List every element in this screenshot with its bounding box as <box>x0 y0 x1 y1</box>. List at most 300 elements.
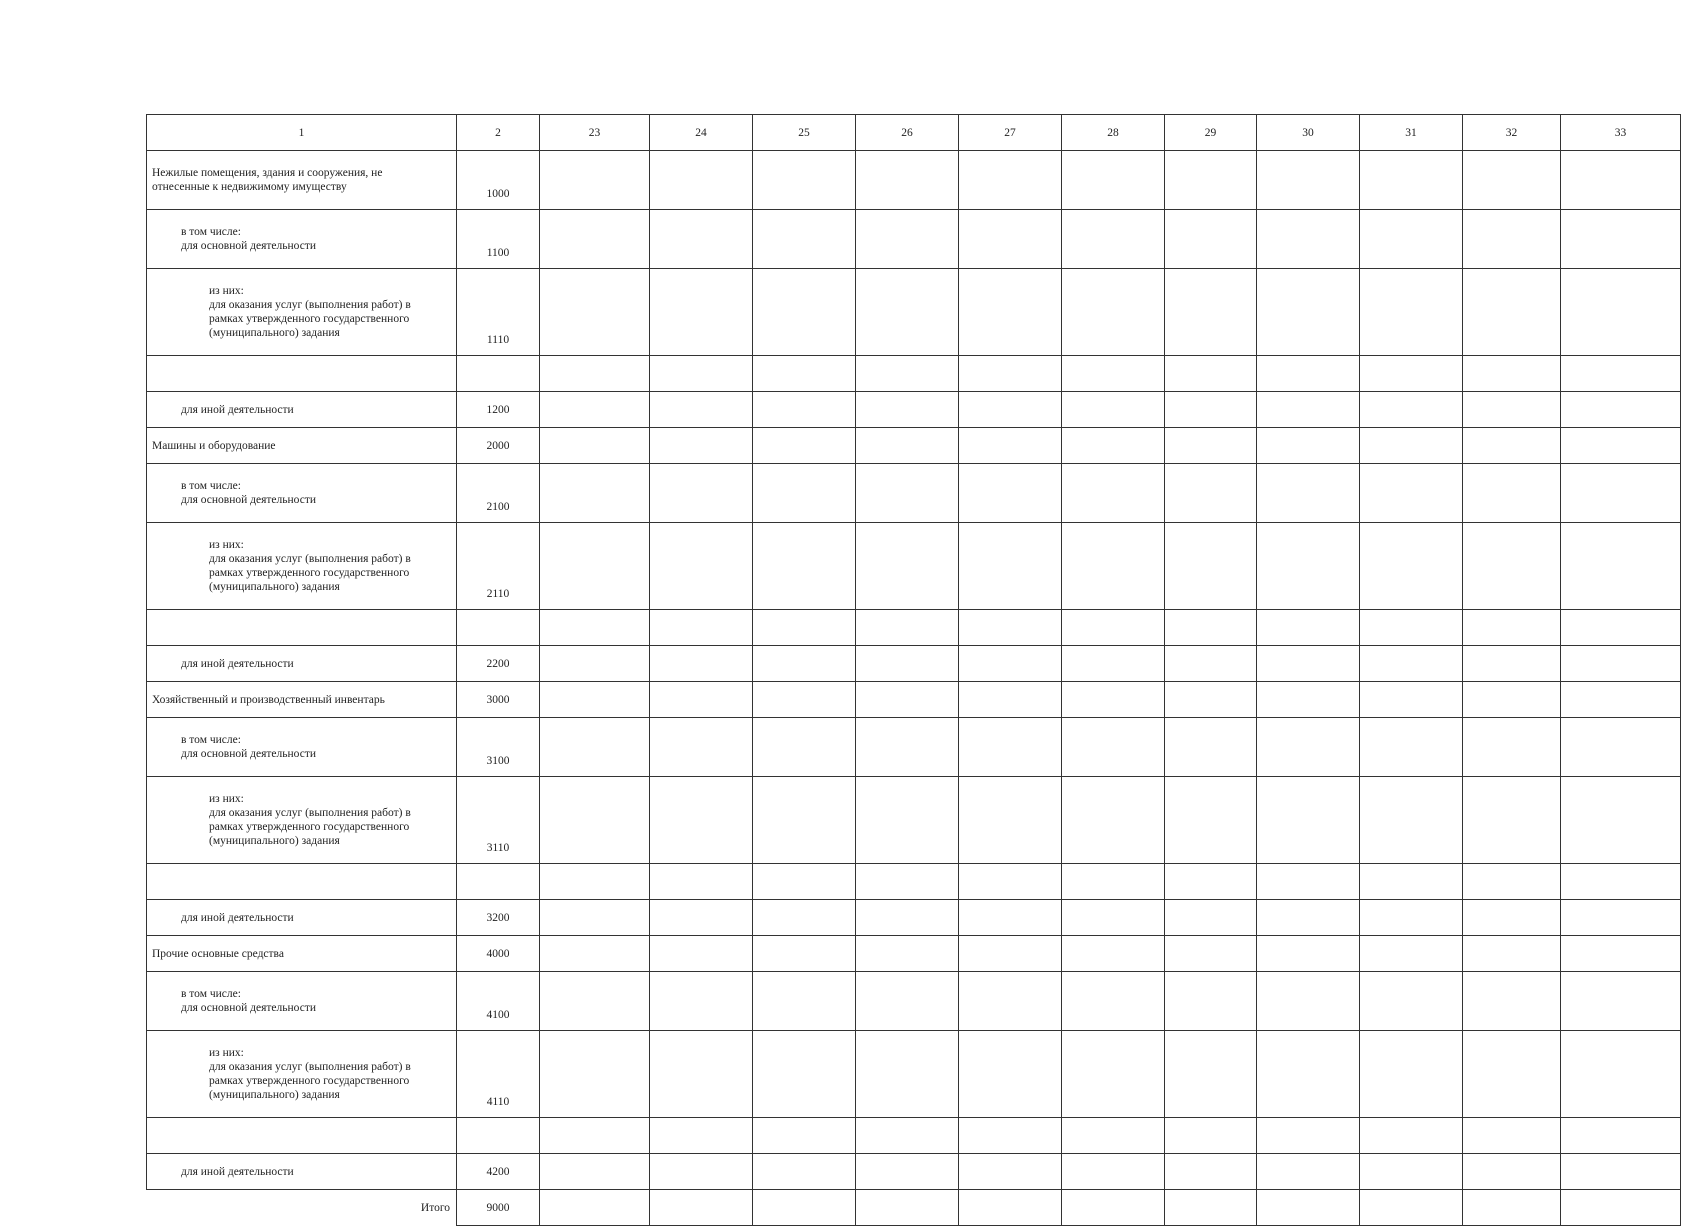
value-cell[interactable] <box>1257 1031 1360 1118</box>
row-code: 2000 <box>457 428 540 464</box>
value-cell[interactable] <box>1561 646 1681 682</box>
value-cell[interactable] <box>1360 682 1463 718</box>
value-cell[interactable] <box>753 718 856 777</box>
value-cell[interactable] <box>1463 392 1561 428</box>
value-cell[interactable] <box>1463 1031 1561 1118</box>
value-cell[interactable] <box>856 428 959 464</box>
value-cell[interactable] <box>1463 523 1561 610</box>
value-cell[interactable] <box>650 428 753 464</box>
value-cell[interactable] <box>540 210 650 269</box>
row-label: Нежилые помещения, здания и сооружения, не отнесенные к недвижимому имуществу <box>147 151 457 210</box>
value-cell[interactable] <box>1561 356 1681 392</box>
value-cell[interactable] <box>1561 428 1681 464</box>
value-cell[interactable] <box>1062 864 1165 900</box>
row-code: 4100 <box>457 972 540 1031</box>
table-row <box>147 646 1681 682</box>
value-cell[interactable] <box>1062 356 1165 392</box>
value-cell[interactable] <box>1257 392 1360 428</box>
value-cell[interactable] <box>1165 1154 1257 1190</box>
value-cell[interactable] <box>1257 1154 1360 1190</box>
value-cell[interactable] <box>650 777 753 864</box>
col-header: 1 <box>147 115 457 151</box>
value-cell[interactable] <box>1257 356 1360 392</box>
value-cell[interactable] <box>856 523 959 610</box>
value-cell[interactable] <box>1165 936 1257 972</box>
value-cell[interactable] <box>753 210 856 269</box>
value-cell[interactable] <box>650 210 753 269</box>
value-cell[interactable] <box>1463 1154 1561 1190</box>
value-cell[interactable] <box>1257 210 1360 269</box>
row-label: из них: для оказания услуг (выполнения работ) в рамках утвержденного государственного (муниципального) задания <box>147 523 457 610</box>
col-header: 27 <box>959 115 1062 151</box>
value-cell[interactable] <box>1360 646 1463 682</box>
value-cell[interactable] <box>1360 269 1463 356</box>
row-code <box>457 1118 540 1154</box>
value-cell[interactable] <box>856 464 959 523</box>
value-cell[interactable] <box>1257 646 1360 682</box>
value-cell[interactable] <box>540 718 650 777</box>
value-cell[interactable] <box>650 610 753 646</box>
value-cell[interactable] <box>1561 1154 1681 1190</box>
table-row <box>147 718 1681 777</box>
value-cell[interactable] <box>753 1154 856 1190</box>
value-cell[interactable] <box>650 864 753 900</box>
value-cell[interactable] <box>959 864 1062 900</box>
value-cell[interactable] <box>1360 523 1463 610</box>
col-header: 33 <box>1561 115 1681 151</box>
value-cell[interactable] <box>1257 610 1360 646</box>
value-cell[interactable] <box>1561 523 1681 610</box>
value-cell[interactable] <box>540 1118 650 1154</box>
value-cell[interactable] <box>856 864 959 900</box>
value-cell[interactable] <box>1360 151 1463 210</box>
value-cell[interactable] <box>1165 523 1257 610</box>
value-cell[interactable] <box>650 936 753 972</box>
value-cell[interactable] <box>540 646 650 682</box>
value-cell[interactable] <box>1062 269 1165 356</box>
value-cell[interactable] <box>753 864 856 900</box>
value-cell[interactable] <box>753 464 856 523</box>
value-cell[interactable] <box>650 1154 753 1190</box>
row-label: для иной деятельности <box>147 1154 457 1190</box>
value-cell[interactable] <box>753 777 856 864</box>
value-cell[interactable] <box>1561 864 1681 900</box>
value-cell[interactable] <box>1165 718 1257 777</box>
value-cell[interactable] <box>753 646 856 682</box>
total-code: 9000 <box>457 1190 540 1226</box>
value-cell[interactable] <box>856 269 959 356</box>
row-label: в том числе: для основной деятельности <box>147 210 457 269</box>
row-code: 3000 <box>457 682 540 718</box>
row-code: 1110 <box>457 269 540 356</box>
value-cell[interactable] <box>650 718 753 777</box>
value-cell[interactable] <box>753 610 856 646</box>
value-cell[interactable] <box>1165 777 1257 864</box>
value-cell[interactable] <box>650 900 753 936</box>
value-cell[interactable] <box>959 1118 1062 1154</box>
value-cell[interactable] <box>650 646 753 682</box>
value-cell[interactable] <box>753 682 856 718</box>
value-cell[interactable] <box>650 392 753 428</box>
value-cell[interactable] <box>1360 356 1463 392</box>
value-cell[interactable] <box>1165 269 1257 356</box>
total-value-cell[interactable] <box>650 1190 753 1226</box>
value-cell[interactable] <box>1561 269 1681 356</box>
value-cell[interactable] <box>540 523 650 610</box>
value-cell[interactable] <box>1062 523 1165 610</box>
value-cell[interactable] <box>540 777 650 864</box>
row-code <box>457 864 540 900</box>
row-code: 4200 <box>457 1154 540 1190</box>
col-header: 23 <box>540 115 650 151</box>
table-row <box>147 356 1681 392</box>
value-cell[interactable] <box>1463 936 1561 972</box>
value-cell[interactable] <box>1062 428 1165 464</box>
value-cell[interactable] <box>540 936 650 972</box>
total-value-cell[interactable] <box>540 1190 650 1226</box>
value-cell[interactable] <box>540 428 650 464</box>
table-row <box>147 151 1681 210</box>
total-value-cell[interactable] <box>1463 1190 1561 1226</box>
row-code: 1200 <box>457 392 540 428</box>
value-cell[interactable] <box>1165 210 1257 269</box>
value-cell[interactable] <box>1062 151 1165 210</box>
total-value-cell[interactable] <box>959 1190 1062 1226</box>
value-cell[interactable] <box>1165 392 1257 428</box>
row-code: 2200 <box>457 646 540 682</box>
value-cell[interactable] <box>753 936 856 972</box>
table-row <box>147 464 1681 523</box>
value-cell[interactable] <box>1561 1118 1681 1154</box>
value-cell[interactable] <box>1062 464 1165 523</box>
value-cell[interactable] <box>1257 777 1360 864</box>
value-cell[interactable] <box>1062 646 1165 682</box>
row-code: 2110 <box>457 523 540 610</box>
value-cell[interactable] <box>856 356 959 392</box>
value-cell[interactable] <box>1165 610 1257 646</box>
value-cell[interactable] <box>1463 864 1561 900</box>
value-cell[interactable] <box>856 1118 959 1154</box>
value-cell[interactable] <box>1062 777 1165 864</box>
value-cell[interactable] <box>1561 610 1681 646</box>
value-cell[interactable] <box>1165 864 1257 900</box>
value-cell[interactable] <box>1257 151 1360 210</box>
value-cell[interactable] <box>959 682 1062 718</box>
value-cell[interactable] <box>1463 1118 1561 1154</box>
row-code: 3100 <box>457 718 540 777</box>
value-cell[interactable] <box>1062 610 1165 646</box>
value-cell[interactable] <box>1257 718 1360 777</box>
col-header: 31 <box>1360 115 1463 151</box>
table-body <box>147 115 1681 1226</box>
value-cell[interactable] <box>540 1031 650 1118</box>
value-cell[interactable] <box>753 392 856 428</box>
value-cell[interactable] <box>1561 464 1681 523</box>
table-row <box>147 1154 1681 1190</box>
value-cell[interactable] <box>540 900 650 936</box>
value-cell[interactable] <box>540 464 650 523</box>
table-row <box>147 1031 1681 1118</box>
value-cell[interactable] <box>1165 900 1257 936</box>
col-header: 25 <box>753 115 856 151</box>
value-cell[interactable] <box>1463 610 1561 646</box>
table-row <box>147 900 1681 936</box>
value-cell[interactable] <box>959 646 1062 682</box>
total-value-cell[interactable] <box>1561 1190 1681 1226</box>
row-label <box>147 864 457 900</box>
value-cell[interactable] <box>1561 718 1681 777</box>
col-header: 28 <box>1062 115 1165 151</box>
value-cell[interactable] <box>959 610 1062 646</box>
assets-table <box>146 114 1681 1226</box>
value-cell[interactable] <box>1062 210 1165 269</box>
col-header: 24 <box>650 115 753 151</box>
value-cell[interactable] <box>856 777 959 864</box>
value-cell[interactable] <box>1165 682 1257 718</box>
value-cell[interactable] <box>1561 972 1681 1031</box>
value-cell[interactable] <box>1360 718 1463 777</box>
table-row <box>147 936 1681 972</box>
value-cell[interactable] <box>650 972 753 1031</box>
value-cell[interactable] <box>1561 1031 1681 1118</box>
value-cell[interactable] <box>753 523 856 610</box>
value-cell[interactable] <box>1463 972 1561 1031</box>
value-cell[interactable] <box>1360 464 1463 523</box>
value-cell[interactable] <box>959 151 1062 210</box>
value-cell[interactable] <box>540 356 650 392</box>
value-cell[interactable] <box>1360 777 1463 864</box>
col-header: 30 <box>1257 115 1360 151</box>
row-label: для иной деятельности <box>147 900 457 936</box>
value-cell[interactable] <box>856 392 959 428</box>
value-cell[interactable] <box>856 900 959 936</box>
value-cell[interactable] <box>753 428 856 464</box>
value-cell[interactable] <box>753 1118 856 1154</box>
value-cell[interactable] <box>1360 428 1463 464</box>
value-cell[interactable] <box>753 356 856 392</box>
value-cell[interactable] <box>1062 718 1165 777</box>
value-cell[interactable] <box>1165 1031 1257 1118</box>
total-label: Итого <box>147 1190 457 1226</box>
value-cell[interactable] <box>959 210 1062 269</box>
value-cell[interactable] <box>540 972 650 1031</box>
value-cell[interactable] <box>959 972 1062 1031</box>
table-row <box>147 392 1681 428</box>
value-cell[interactable] <box>1463 356 1561 392</box>
value-cell[interactable] <box>1360 936 1463 972</box>
row-code: 3110 <box>457 777 540 864</box>
total-value-cell[interactable] <box>1062 1190 1165 1226</box>
value-cell[interactable] <box>1062 972 1165 1031</box>
value-cell[interactable] <box>1561 682 1681 718</box>
total-value-cell[interactable] <box>1360 1190 1463 1226</box>
value-cell[interactable] <box>650 151 753 210</box>
value-cell[interactable] <box>1257 1118 1360 1154</box>
value-cell[interactable] <box>540 392 650 428</box>
value-cell[interactable] <box>1561 151 1681 210</box>
value-cell[interactable] <box>959 392 1062 428</box>
total-row <box>147 1190 1681 1226</box>
value-cell[interactable] <box>959 936 1062 972</box>
value-cell[interactable] <box>1165 428 1257 464</box>
value-cell[interactable] <box>1165 646 1257 682</box>
value-cell[interactable] <box>540 269 650 356</box>
value-cell[interactable] <box>540 151 650 210</box>
row-label: из них: для оказания услуг (выполнения работ) в рамках утвержденного государственного (муниципального) задания <box>147 777 457 864</box>
value-cell[interactable] <box>856 151 959 210</box>
value-cell[interactable] <box>1257 936 1360 972</box>
row-code <box>457 610 540 646</box>
value-cell[interactable] <box>959 1031 1062 1118</box>
value-cell[interactable] <box>1561 936 1681 972</box>
row-label: Прочие основные средства <box>147 936 457 972</box>
value-cell[interactable] <box>856 1031 959 1118</box>
table-row <box>147 269 1681 356</box>
value-cell[interactable] <box>1463 682 1561 718</box>
value-cell[interactable] <box>856 610 959 646</box>
value-cell[interactable] <box>1257 900 1360 936</box>
row-label <box>147 610 457 646</box>
value-cell[interactable] <box>959 900 1062 936</box>
value-cell[interactable] <box>1062 1031 1165 1118</box>
row-label: для иной деятельности <box>147 646 457 682</box>
value-cell[interactable] <box>1257 864 1360 900</box>
value-cell[interactable] <box>959 428 1062 464</box>
header-row <box>147 115 1681 151</box>
col-header: 26 <box>856 115 959 151</box>
value-cell[interactable] <box>1463 646 1561 682</box>
value-cell[interactable] <box>1257 523 1360 610</box>
row-code: 1100 <box>457 210 540 269</box>
value-cell[interactable] <box>753 269 856 356</box>
value-cell[interactable] <box>650 1118 753 1154</box>
value-cell[interactable] <box>1165 972 1257 1031</box>
table-row <box>147 428 1681 464</box>
row-label <box>147 1118 457 1154</box>
value-cell[interactable] <box>856 646 959 682</box>
value-cell[interactable] <box>650 356 753 392</box>
total-value-cell[interactable] <box>753 1190 856 1226</box>
value-cell[interactable] <box>1360 1154 1463 1190</box>
value-cell[interactable] <box>1463 777 1561 864</box>
value-cell[interactable] <box>1561 210 1681 269</box>
value-cell[interactable] <box>1463 718 1561 777</box>
value-cell[interactable] <box>856 718 959 777</box>
value-cell[interactable] <box>959 523 1062 610</box>
value-cell[interactable] <box>959 777 1062 864</box>
value-cell[interactable] <box>856 210 959 269</box>
value-cell[interactable] <box>1062 392 1165 428</box>
value-cell[interactable] <box>1062 1154 1165 1190</box>
value-cell[interactable] <box>959 269 1062 356</box>
value-cell[interactable] <box>753 972 856 1031</box>
value-cell[interactable] <box>1257 972 1360 1031</box>
value-cell[interactable] <box>856 682 959 718</box>
value-cell[interactable] <box>1360 392 1463 428</box>
value-cell[interactable] <box>540 864 650 900</box>
value-cell[interactable] <box>1062 936 1165 972</box>
value-cell[interactable] <box>1463 428 1561 464</box>
value-cell[interactable] <box>650 1031 753 1118</box>
value-cell[interactable] <box>959 464 1062 523</box>
value-cell[interactable] <box>1165 151 1257 210</box>
value-cell[interactable] <box>540 610 650 646</box>
row-code <box>457 356 540 392</box>
value-cell[interactable] <box>753 151 856 210</box>
value-cell[interactable] <box>1257 428 1360 464</box>
value-cell[interactable] <box>1360 1031 1463 1118</box>
value-cell[interactable] <box>1561 777 1681 864</box>
value-cell[interactable] <box>1360 900 1463 936</box>
value-cell[interactable] <box>650 523 753 610</box>
row-label <box>147 356 457 392</box>
value-cell[interactable] <box>540 1154 650 1190</box>
row-code: 4000 <box>457 936 540 972</box>
value-cell[interactable] <box>1463 151 1561 210</box>
row-label: из них: для оказания услуг (выполнения работ) в рамках утвержденного государственного (муниципального) задания <box>147 269 457 356</box>
value-cell[interactable] <box>1062 900 1165 936</box>
value-cell[interactable] <box>1561 900 1681 936</box>
table-row <box>147 1118 1681 1154</box>
total-value-cell[interactable] <box>856 1190 959 1226</box>
table-row <box>147 972 1681 1031</box>
value-cell[interactable] <box>1360 972 1463 1031</box>
value-cell[interactable] <box>1257 269 1360 356</box>
value-cell[interactable] <box>1360 1118 1463 1154</box>
col-header: 29 <box>1165 115 1257 151</box>
value-cell[interactable] <box>1463 210 1561 269</box>
value-cell[interactable] <box>1257 682 1360 718</box>
value-cell[interactable] <box>753 900 856 936</box>
value-cell[interactable] <box>1257 464 1360 523</box>
value-cell[interactable] <box>856 936 959 972</box>
value-cell[interactable] <box>1463 269 1561 356</box>
value-cell[interactable] <box>959 356 1062 392</box>
value-cell[interactable] <box>753 1031 856 1118</box>
total-value-cell[interactable] <box>1165 1190 1257 1226</box>
value-cell[interactable] <box>1360 610 1463 646</box>
value-cell[interactable] <box>650 682 753 718</box>
row-label: из них: для оказания услуг (выполнения работ) в рамках утвержденного государственного (муниципального) задания <box>147 1031 457 1118</box>
value-cell[interactable] <box>1165 1118 1257 1154</box>
value-cell[interactable] <box>856 972 959 1031</box>
value-cell[interactable] <box>959 1154 1062 1190</box>
value-cell[interactable] <box>1463 900 1561 936</box>
row-label: в том числе: для основной деятельности <box>147 972 457 1031</box>
row-label: в том числе: для основной деятельности <box>147 718 457 777</box>
value-cell[interactable] <box>1165 464 1257 523</box>
col-header: 32 <box>1463 115 1561 151</box>
value-cell[interactable] <box>1463 464 1561 523</box>
row-code: 3200 <box>457 900 540 936</box>
value-cell[interactable] <box>650 269 753 356</box>
row-label: для иной деятельности <box>147 392 457 428</box>
value-cell[interactable] <box>1062 1118 1165 1154</box>
value-cell[interactable] <box>1165 356 1257 392</box>
value-cell[interactable] <box>1360 210 1463 269</box>
value-cell[interactable] <box>1360 864 1463 900</box>
value-cell[interactable] <box>1062 682 1165 718</box>
value-cell[interactable] <box>540 682 650 718</box>
value-cell[interactable] <box>650 464 753 523</box>
table-row <box>147 864 1681 900</box>
value-cell[interactable] <box>1561 392 1681 428</box>
col-header: 2 <box>457 115 540 151</box>
value-cell[interactable] <box>959 718 1062 777</box>
table-row <box>147 523 1681 610</box>
total-value-cell[interactable] <box>1257 1190 1360 1226</box>
value-cell[interactable] <box>856 1154 959 1190</box>
